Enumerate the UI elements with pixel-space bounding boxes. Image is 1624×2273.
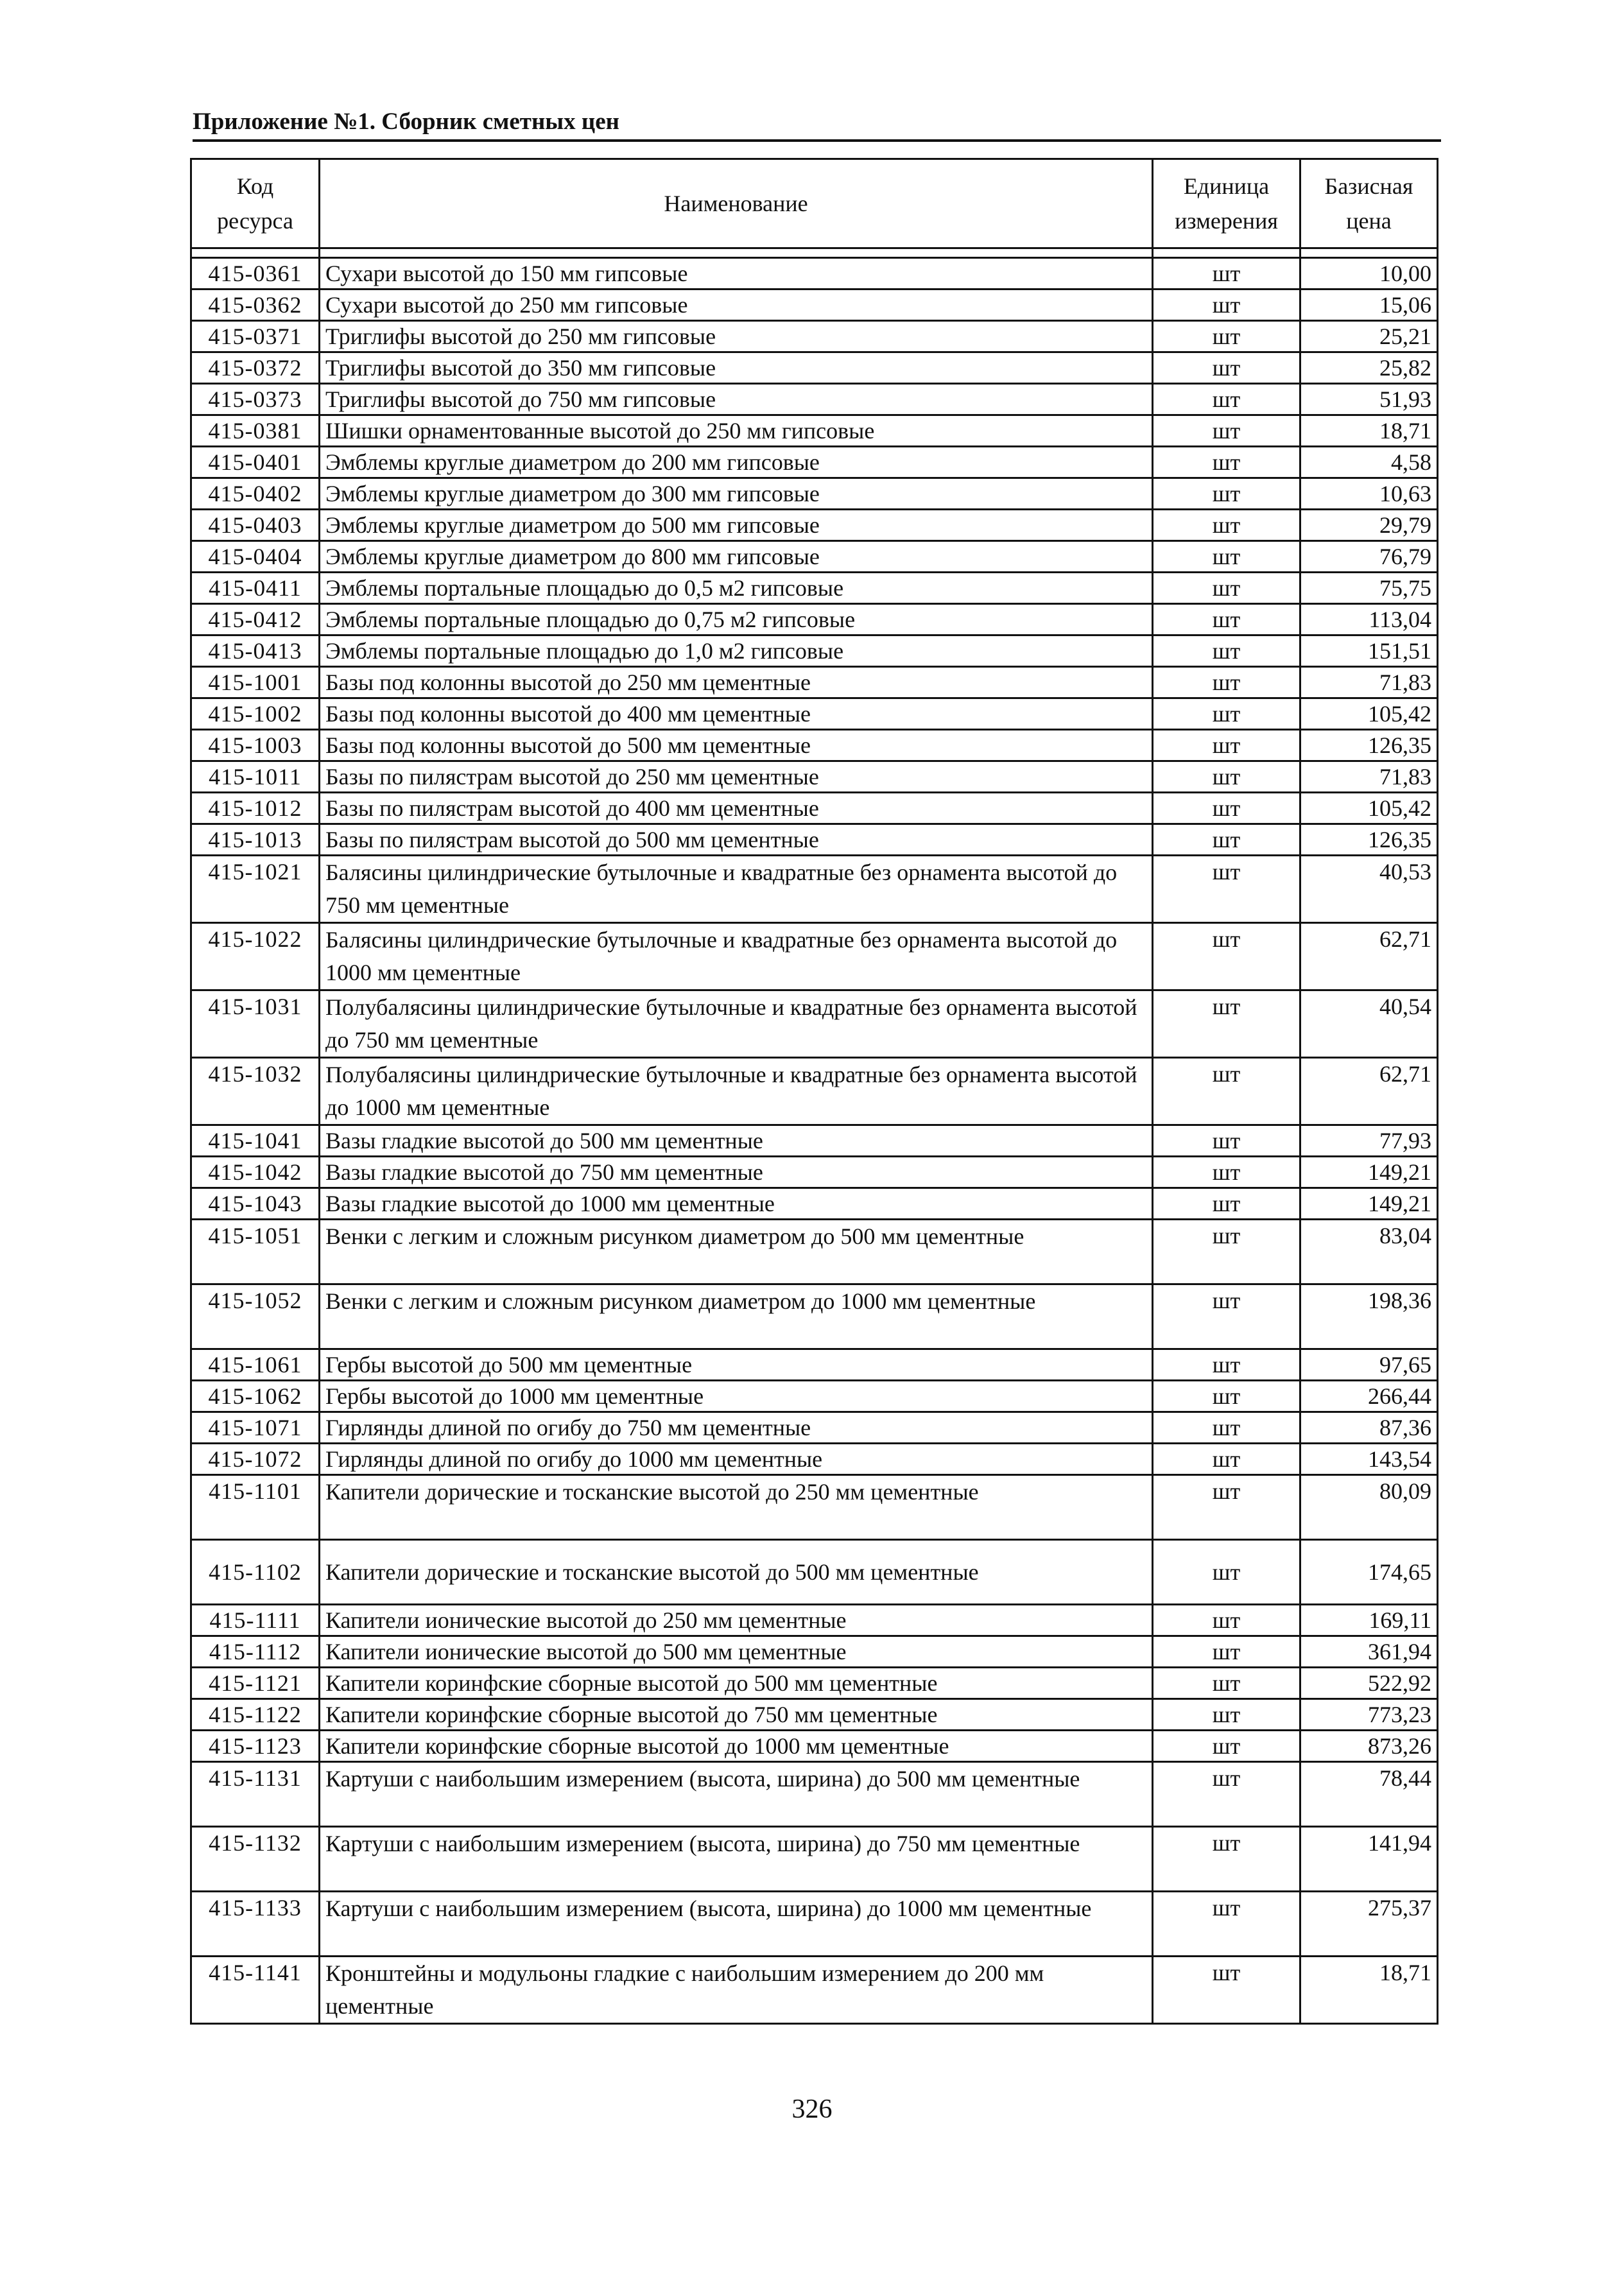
name-cell: Сухари высотой до 250 мм гипсовые bbox=[320, 290, 1153, 321]
price-cell: 80,09 bbox=[1300, 1475, 1438, 1540]
code-cell: 415-0403 bbox=[191, 510, 320, 541]
unit-cell: шт bbox=[1153, 1349, 1300, 1381]
name-cell: Базы под колонны высотой до 250 мм цементные bbox=[320, 667, 1153, 698]
code-cell: 415-0412 bbox=[191, 604, 320, 635]
table-row bbox=[191, 1412, 1438, 1444]
table-row bbox=[191, 1444, 1438, 1475]
table-row bbox=[191, 990, 1438, 1058]
page-number: 326 bbox=[791, 2095, 833, 2124]
name-cell: Гирлянды длиной по огибу до 750 мм цементные bbox=[320, 1412, 1153, 1444]
unit-cell: шт bbox=[1153, 258, 1300, 290]
price-cell: 174,65 bbox=[1300, 1540, 1438, 1605]
unit-cell: шт bbox=[1153, 1636, 1300, 1668]
table-row bbox=[191, 698, 1438, 730]
table-row bbox=[191, 824, 1438, 856]
header-spacer-row bbox=[191, 248, 1438, 258]
name-cell: Сухари высотой до 150 мм гипсовые bbox=[320, 258, 1153, 290]
name-cell: Триглифы высотой до 250 мм гипсовые bbox=[320, 321, 1153, 352]
code-cell: 415-1042 bbox=[191, 1157, 320, 1188]
code-cell: 415-1123 bbox=[191, 1731, 320, 1762]
price-cell: 25,21 bbox=[1300, 321, 1438, 352]
unit-cell: шт bbox=[1153, 604, 1300, 635]
unit-cell: шт bbox=[1153, 573, 1300, 604]
table-row bbox=[191, 352, 1438, 384]
unit-cell: шт bbox=[1153, 1058, 1300, 1125]
table-row bbox=[191, 478, 1438, 510]
table-row bbox=[191, 1731, 1438, 1762]
table-row bbox=[191, 258, 1438, 290]
heading-underline bbox=[193, 139, 1441, 142]
price-cell: 40,53 bbox=[1300, 856, 1438, 923]
unit-cell: шт bbox=[1153, 384, 1300, 415]
code-cell: 415-0404 bbox=[191, 541, 320, 573]
price-cell: 71,83 bbox=[1300, 667, 1438, 698]
price-cell: 25,82 bbox=[1300, 352, 1438, 384]
table-row bbox=[191, 1349, 1438, 1381]
price-cell: 78,44 bbox=[1300, 1762, 1438, 1827]
spacer-cell bbox=[1300, 248, 1438, 258]
unit-cell: шт bbox=[1153, 1605, 1300, 1636]
table-row bbox=[191, 1540, 1438, 1605]
unit-cell: шт bbox=[1153, 1125, 1300, 1157]
price-cell: 10,00 bbox=[1300, 258, 1438, 290]
unit-cell: шт bbox=[1153, 1412, 1300, 1444]
unit-cell: шт bbox=[1153, 352, 1300, 384]
price-cell: 149,21 bbox=[1300, 1157, 1438, 1188]
name-cell: Балясины цилиндрические бутылочные и квадратные без орнамента высотой до 750 мм цементные bbox=[320, 856, 1153, 923]
header-price: Базисная цена bbox=[1300, 159, 1438, 248]
table-row bbox=[191, 321, 1438, 352]
unit-cell: шт bbox=[1153, 1381, 1300, 1412]
name-cell: Балясины цилиндрические бутылочные и квадратные без орнамента высотой до 1000 мм цементные bbox=[320, 923, 1153, 990]
name-cell: Картуши с наибольшим измерением (высота, ширина) до 1000 мм цементные bbox=[320, 1892, 1153, 1957]
table-row bbox=[191, 604, 1438, 635]
table-row bbox=[191, 1827, 1438, 1892]
price-cell: 10,63 bbox=[1300, 478, 1438, 510]
table-row bbox=[191, 1762, 1438, 1827]
unit-cell: шт bbox=[1153, 541, 1300, 573]
table-row bbox=[191, 923, 1438, 990]
spacer-cell bbox=[1153, 248, 1300, 258]
name-cell: Гирлянды длиной по огибу до 1000 мм цементные bbox=[320, 1444, 1153, 1475]
name-cell: Базы по пилястрам высотой до 400 мм цементные bbox=[320, 793, 1153, 824]
table-row bbox=[191, 667, 1438, 698]
name-cell: Базы под колонны высотой до 500 мм цементные bbox=[320, 730, 1153, 761]
price-cell: 40,54 bbox=[1300, 990, 1438, 1058]
table-row bbox=[191, 510, 1438, 541]
table-row bbox=[191, 1058, 1438, 1125]
table-row bbox=[191, 447, 1438, 478]
price-cell: 97,65 bbox=[1300, 1349, 1438, 1381]
price-cell: 62,71 bbox=[1300, 1058, 1438, 1125]
price-cell: 169,11 bbox=[1300, 1605, 1438, 1636]
table-row bbox=[191, 1188, 1438, 1220]
table-row bbox=[191, 1475, 1438, 1540]
code-cell: 415-1111 bbox=[191, 1605, 320, 1636]
price-cell: 71,83 bbox=[1300, 761, 1438, 793]
code-cell: 415-1051 bbox=[191, 1220, 320, 1284]
table-row bbox=[191, 761, 1438, 793]
code-cell: 415-1102 bbox=[191, 1540, 320, 1605]
price-cell: 51,93 bbox=[1300, 384, 1438, 415]
price-cell: 29,79 bbox=[1300, 510, 1438, 541]
unit-cell: шт bbox=[1153, 1444, 1300, 1475]
name-cell: Капители ионические высотой до 250 мм цементные bbox=[320, 1605, 1153, 1636]
price-cell: 83,04 bbox=[1300, 1220, 1438, 1284]
code-cell: 415-1002 bbox=[191, 698, 320, 730]
name-cell: Полубалясины цилиндрические бутылочные и квадратные без орнамента высотой до 750 мм цементные bbox=[320, 990, 1153, 1058]
price-cell: 15,06 bbox=[1300, 290, 1438, 321]
spacer-cell bbox=[320, 248, 1153, 258]
unit-cell: шт bbox=[1153, 1475, 1300, 1540]
price-cell: 198,36 bbox=[1300, 1284, 1438, 1349]
code-cell: 415-1012 bbox=[191, 793, 320, 824]
table-row bbox=[191, 573, 1438, 604]
code-cell: 415-1003 bbox=[191, 730, 320, 761]
table-row bbox=[191, 1381, 1438, 1412]
code-cell: 415-0411 bbox=[191, 573, 320, 604]
name-cell: Триглифы высотой до 750 мм гипсовые bbox=[320, 384, 1153, 415]
name-cell: Базы по пилястрам высотой до 500 мм цементные bbox=[320, 824, 1153, 856]
price-cell: 149,21 bbox=[1300, 1188, 1438, 1220]
name-cell: Картуши с наибольшим измерением (высота, ширина) до 500 мм цементные bbox=[320, 1762, 1153, 1827]
name-cell: Капители ионические высотой до 500 мм цементные bbox=[320, 1636, 1153, 1668]
table-row bbox=[191, 1125, 1438, 1157]
name-cell: Капители коринфские сборные высотой до 1000 мм цементные bbox=[320, 1731, 1153, 1762]
name-cell: Вазы гладкие высотой до 750 мм цементные bbox=[320, 1157, 1153, 1188]
price-cell: 151,51 bbox=[1300, 635, 1438, 667]
code-cell: 415-1133 bbox=[191, 1892, 320, 1957]
page-heading: Приложение №1. Сборник сметных цен bbox=[193, 108, 619, 135]
name-cell: Базы под колонны высотой до 400 мм цементные bbox=[320, 698, 1153, 730]
table-row bbox=[191, 1699, 1438, 1731]
table-row bbox=[191, 1220, 1438, 1284]
name-cell: Картуши с наибольшим измерением (высота, ширина) до 750 мм цементные bbox=[320, 1827, 1153, 1892]
name-cell: Капители коринфские сборные высотой до 750 мм цементные bbox=[320, 1699, 1153, 1731]
price-cell: 105,42 bbox=[1300, 698, 1438, 730]
code-cell: 415-1022 bbox=[191, 923, 320, 990]
table-row bbox=[191, 1636, 1438, 1668]
code-cell: 415-1001 bbox=[191, 667, 320, 698]
code-cell: 415-0381 bbox=[191, 415, 320, 447]
unit-cell: шт bbox=[1153, 1699, 1300, 1731]
code-cell: 415-0402 bbox=[191, 478, 320, 510]
code-cell: 415-1052 bbox=[191, 1284, 320, 1349]
table-row bbox=[191, 290, 1438, 321]
unit-cell: шт bbox=[1153, 510, 1300, 541]
unit-cell: шт bbox=[1153, 667, 1300, 698]
unit-cell: шт bbox=[1153, 447, 1300, 478]
name-cell: Вазы гладкие высотой до 500 мм цементные bbox=[320, 1125, 1153, 1157]
unit-cell: шт bbox=[1153, 635, 1300, 667]
unit-cell: шт bbox=[1153, 1188, 1300, 1220]
unit-cell: шт bbox=[1153, 793, 1300, 824]
code-cell: 415-1031 bbox=[191, 990, 320, 1058]
price-cell: 141,94 bbox=[1300, 1827, 1438, 1892]
code-cell: 415-1072 bbox=[191, 1444, 320, 1475]
price-cell: 126,35 bbox=[1300, 730, 1438, 761]
table-row bbox=[191, 1892, 1438, 1957]
name-cell: Эмблемы портальные площадью до 0,75 м2 гипсовые bbox=[320, 604, 1153, 635]
name-cell: Эмблемы круглые диаметром до 200 мм гипсовые bbox=[320, 447, 1153, 478]
price-cell: 143,54 bbox=[1300, 1444, 1438, 1475]
table-row bbox=[191, 415, 1438, 447]
code-cell: 415-1032 bbox=[191, 1058, 320, 1125]
name-cell: Венки с легким и сложным рисунком диаметром до 1000 мм цементные bbox=[320, 1284, 1153, 1349]
table-header-row bbox=[191, 159, 1438, 248]
name-cell: Шишки орнаментованные высотой до 250 мм гипсовые bbox=[320, 415, 1153, 447]
code-cell: 415-1132 bbox=[191, 1827, 320, 1892]
code-cell: 415-1013 bbox=[191, 824, 320, 856]
price-cell: 361,94 bbox=[1300, 1636, 1438, 1668]
code-cell: 415-1122 bbox=[191, 1699, 320, 1731]
table-row bbox=[191, 1284, 1438, 1349]
code-cell: 415-1011 bbox=[191, 761, 320, 793]
code-cell: 415-0413 bbox=[191, 635, 320, 667]
code-cell: 415-1112 bbox=[191, 1636, 320, 1668]
table-row bbox=[191, 1605, 1438, 1636]
price-cell: 873,26 bbox=[1300, 1731, 1438, 1762]
name-cell: Базы по пилястрам высотой до 250 мм цементные bbox=[320, 761, 1153, 793]
name-cell: Триглифы высотой до 350 мм гипсовые bbox=[320, 352, 1153, 384]
code-cell: 415-1061 bbox=[191, 1349, 320, 1381]
name-cell: Полубалясины цилиндрические бутылочные и квадратные без орнамента высотой до 1000 мм цементные bbox=[320, 1058, 1153, 1125]
price-cell: 76,79 bbox=[1300, 541, 1438, 573]
code-cell: 415-0361 bbox=[191, 258, 320, 290]
header-name: Наименование bbox=[320, 159, 1153, 248]
code-cell: 415-0371 bbox=[191, 321, 320, 352]
unit-cell: шт bbox=[1153, 1731, 1300, 1762]
code-cell: 415-1101 bbox=[191, 1475, 320, 1540]
code-cell: 415-0401 bbox=[191, 447, 320, 478]
unit-cell: шт bbox=[1153, 856, 1300, 923]
unit-cell: шт bbox=[1153, 1892, 1300, 1957]
table-row bbox=[191, 1957, 1438, 2024]
unit-cell: шт bbox=[1153, 1957, 1300, 2024]
name-cell: Капители коринфские сборные высотой до 500 мм цементные bbox=[320, 1668, 1153, 1699]
unit-cell: шт bbox=[1153, 990, 1300, 1058]
header-code: Код ресурса bbox=[191, 159, 320, 248]
name-cell: Эмблемы круглые диаметром до 500 мм гипсовые bbox=[320, 510, 1153, 541]
price-cell: 77,93 bbox=[1300, 1125, 1438, 1157]
table-row bbox=[191, 384, 1438, 415]
price-cell: 87,36 bbox=[1300, 1412, 1438, 1444]
code-cell: 415-1121 bbox=[191, 1668, 320, 1699]
name-cell: Эмблемы портальные площадью до 1,0 м2 гипсовые bbox=[320, 635, 1153, 667]
table-row bbox=[191, 1157, 1438, 1188]
table-row bbox=[191, 541, 1438, 573]
price-cell: 266,44 bbox=[1300, 1381, 1438, 1412]
price-cell: 275,37 bbox=[1300, 1892, 1438, 1957]
unit-cell: шт bbox=[1153, 824, 1300, 856]
table-body bbox=[191, 258, 1438, 2024]
name-cell: Капители дорические и тосканские высотой до 500 мм цементные bbox=[320, 1540, 1153, 1605]
code-cell: 415-1071 bbox=[191, 1412, 320, 1444]
price-table bbox=[190, 158, 1438, 2025]
price-cell: 126,35 bbox=[1300, 824, 1438, 856]
price-cell: 75,75 bbox=[1300, 573, 1438, 604]
header-unit: Единица измерения bbox=[1153, 159, 1300, 248]
code-cell: 415-0373 bbox=[191, 384, 320, 415]
code-cell: 415-1021 bbox=[191, 856, 320, 923]
unit-cell: шт bbox=[1153, 730, 1300, 761]
name-cell: Эмблемы портальные площадью до 0,5 м2 гипсовые bbox=[320, 573, 1153, 604]
unit-cell: шт bbox=[1153, 923, 1300, 990]
code-cell: 415-1131 bbox=[191, 1762, 320, 1827]
price-cell: 522,92 bbox=[1300, 1668, 1438, 1699]
table-row bbox=[191, 730, 1438, 761]
code-cell: 415-1043 bbox=[191, 1188, 320, 1220]
price-cell: 105,42 bbox=[1300, 793, 1438, 824]
unit-cell: шт bbox=[1153, 1220, 1300, 1284]
name-cell: Эмблемы круглые диаметром до 800 мм гипсовые bbox=[320, 541, 1153, 573]
price-cell: 113,04 bbox=[1300, 604, 1438, 635]
unit-cell: шт bbox=[1153, 321, 1300, 352]
price-cell: 18,71 bbox=[1300, 415, 1438, 447]
name-cell: Гербы высотой до 500 мм цементные bbox=[320, 1349, 1153, 1381]
unit-cell: шт bbox=[1153, 1827, 1300, 1892]
code-cell: 415-0372 bbox=[191, 352, 320, 384]
name-cell: Венки с легким и сложным рисунком диаметром до 500 мм цементные bbox=[320, 1220, 1153, 1284]
unit-cell: шт bbox=[1153, 761, 1300, 793]
table-row bbox=[191, 1668, 1438, 1699]
name-cell: Капители дорические и тосканские высотой до 250 мм цементные bbox=[320, 1475, 1153, 1540]
table-row bbox=[191, 856, 1438, 923]
name-cell: Эмблемы круглые диаметром до 300 мм гипсовые bbox=[320, 478, 1153, 510]
name-cell: Вазы гладкие высотой до 1000 мм цементные bbox=[320, 1188, 1153, 1220]
unit-cell: шт bbox=[1153, 1762, 1300, 1827]
spacer-cell bbox=[191, 248, 320, 258]
unit-cell: шт bbox=[1153, 1157, 1300, 1188]
name-cell: Кронштейны и модульоны гладкие с наибольшим измерением до 200 мм цементные bbox=[320, 1957, 1153, 2024]
name-cell: Гербы высотой до 1000 мм цементные bbox=[320, 1381, 1153, 1412]
unit-cell: шт bbox=[1153, 1284, 1300, 1349]
table-row bbox=[191, 793, 1438, 824]
price-cell: 62,71 bbox=[1300, 923, 1438, 990]
price-cell: 773,23 bbox=[1300, 1699, 1438, 1731]
unit-cell: шт bbox=[1153, 1540, 1300, 1605]
code-cell: 415-1141 bbox=[191, 1957, 320, 2024]
code-cell: 415-0362 bbox=[191, 290, 320, 321]
unit-cell: шт bbox=[1153, 478, 1300, 510]
price-cell: 4,58 bbox=[1300, 447, 1438, 478]
unit-cell: шт bbox=[1153, 290, 1300, 321]
table-row bbox=[191, 635, 1438, 667]
unit-cell: шт bbox=[1153, 415, 1300, 447]
unit-cell: шт bbox=[1153, 698, 1300, 730]
unit-cell: шт bbox=[1153, 1668, 1300, 1699]
code-cell: 415-1041 bbox=[191, 1125, 320, 1157]
code-cell: 415-1062 bbox=[191, 1381, 320, 1412]
price-cell: 18,71 bbox=[1300, 1957, 1438, 2024]
